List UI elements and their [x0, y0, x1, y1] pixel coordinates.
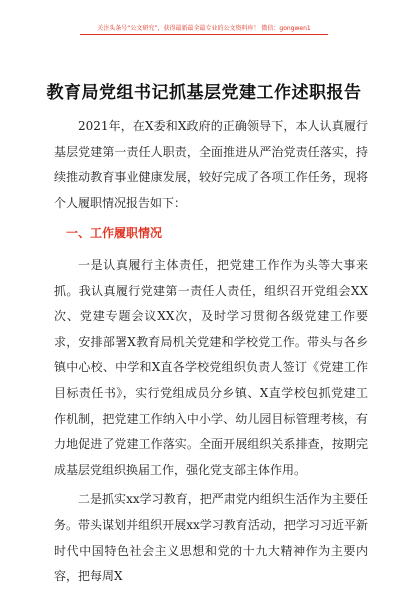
section-heading: 一、工作履职情况 — [66, 226, 163, 241]
document-body — [54, 114, 368, 590]
body-paragraph-1: 一是认真履行主体责任，把党建工作作为头等大事来抓。我认真履行党建第一责任人责任，组织召开党组会XX次、党建专题会议XX次，及时学习贯彻各级党建工作要求，安排部署X教育局机关党建和学校党工作。带头与各乡镇中心校、中学和X直各学校党组织负责人签订《党建工作目标责任书》，实行党组成员分乡镇、X直学校包抓党建工作机制，把党建工作纳入中小学、幼儿园目标管理考核，有力地促进了党建工作落实。全面开展组织关系排查，按期完成基层党组织换届工作，强化党支部主体作用。 — [54, 257, 368, 477]
header-banner[interactable]: 关注头条号“公文研究”，获得最新最全最专业的公文资料库！ 微信：gongwen1 — [80, 24, 328, 35]
document-title: 教育局党组书记抓基层党建工作述职报告 — [46, 83, 362, 103]
intro-paragraph: 2021年，在X委和X政府的正确领导下，本人认真履行基层党建第一责任人职责，全面推进从严治党责任落实，持续推动教育事业健康发展，较好完成了各项工作任务，现将个人履职情况报告如下： — [54, 119, 368, 210]
body-paragraph-2: 二是抓实xx学习教育，把严肃党内组织生活作为主要任务。带头谋划并组织开展xx学习教育活动，把学习习近平新时代中国特色社会主义思想和党的十九大精神作为主要内容，把每周X — [54, 492, 368, 584]
